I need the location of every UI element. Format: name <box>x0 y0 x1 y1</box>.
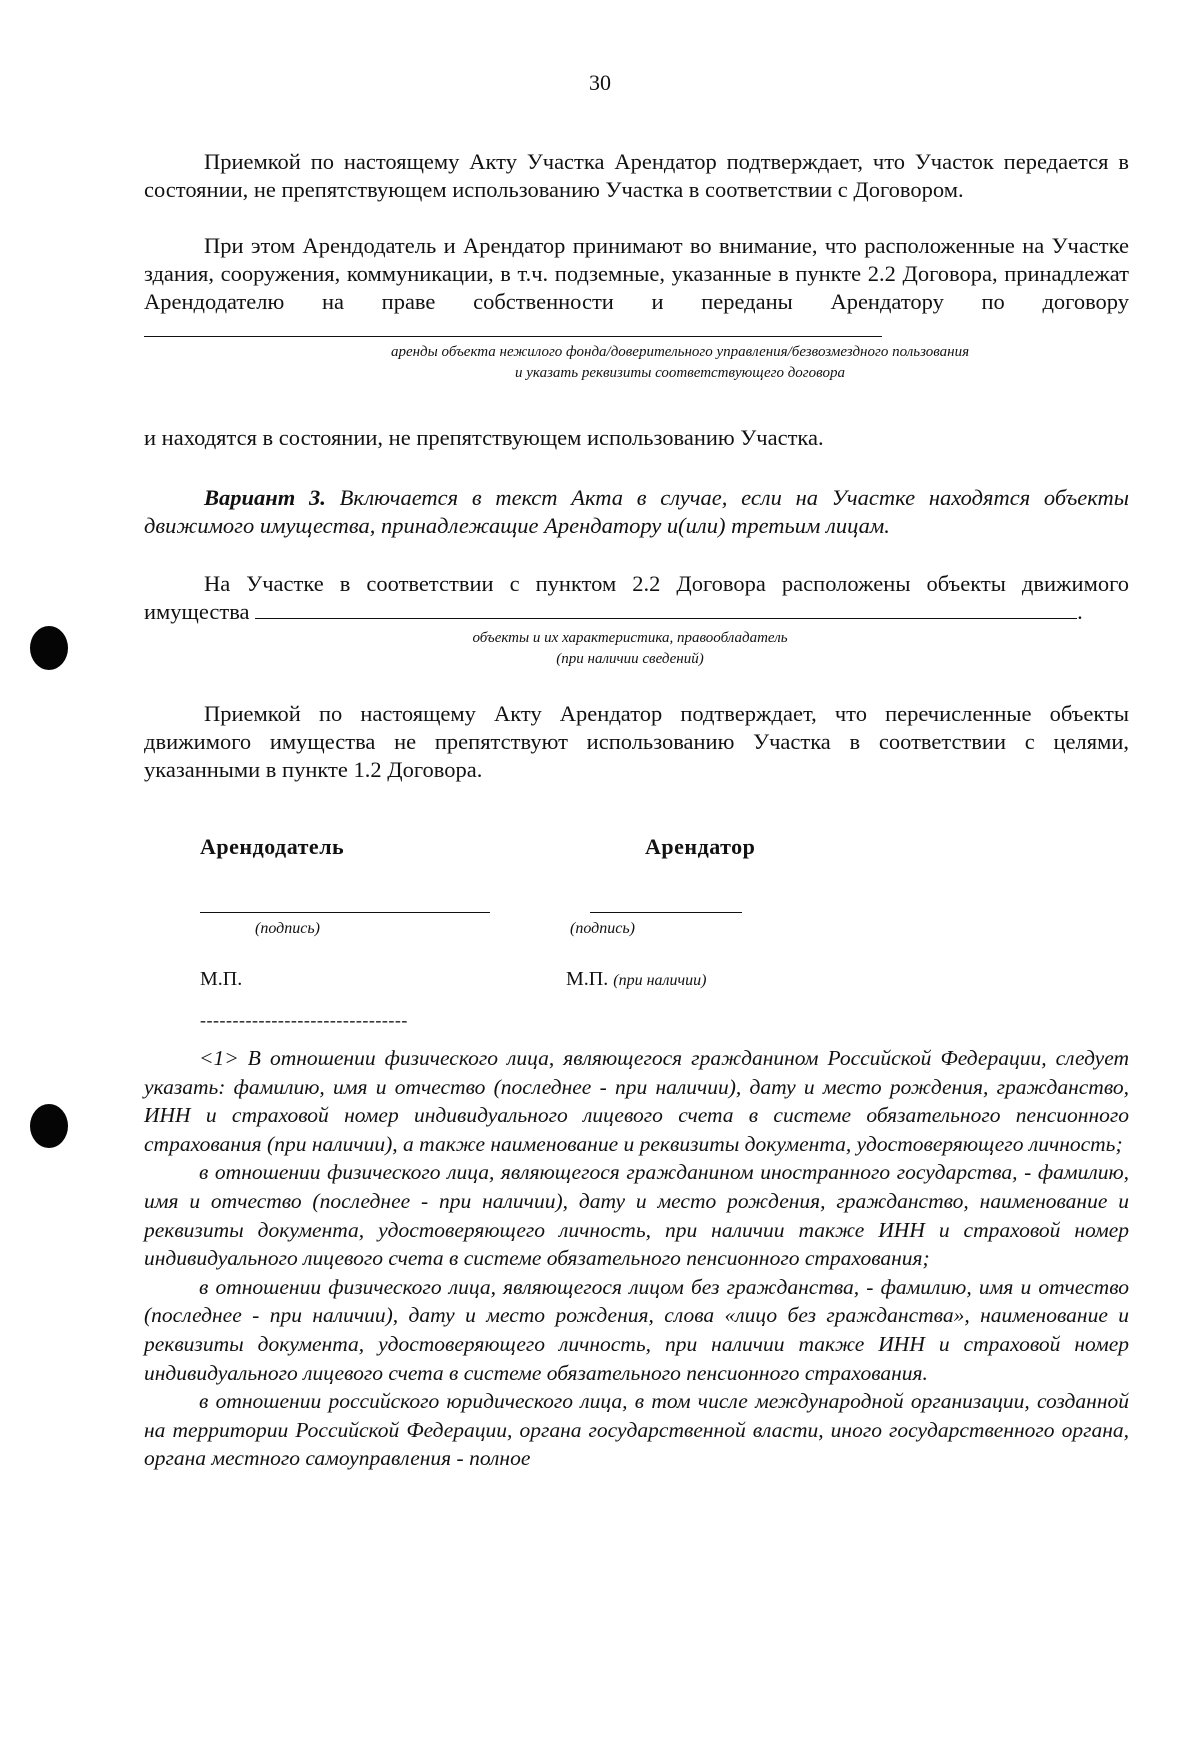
tenant-stamp-note: (при наличии) <box>613 972 707 989</box>
contract-note <box>255 342 1105 384</box>
landlord-signature-caption: (подпись) <box>255 920 320 937</box>
movable-property-end: . <box>1077 599 1083 624</box>
landlord-signature-line <box>200 912 490 913</box>
property-note-line-2: (при наличии сведений) <box>556 651 704 667</box>
contract-note-line-2: и указать реквизиты соответствующего договора <box>515 365 845 381</box>
condition-paragraph: и находятся в состоянии, не препятствующем использованию Участка. <box>144 425 824 450</box>
tenant-stamp <box>566 968 706 991</box>
punch-hole-mark <box>30 626 68 670</box>
variant-text: Включается в текст Акта в случае, если на Участке находятся объекты движимого имущества, принадлежащие Арендатору и(или) третьим лицам. <box>144 485 1130 538</box>
property-fill-line <box>255 600 1077 619</box>
footnote-citizen-rf: <1> В отношении физического лица, являющегося гражданином Российской Федерации, следует указать: фамилию, имя и отчество (последнее - при наличии), дату и место рождения, гражданство, ИНН и страховой номер индивидуального лицевого счета в системе обязательного пенсионного страхования (при наличии), а также наименование и реквизиты документа, удостоверяющего личность; <box>144 1046 1129 1156</box>
footnote-russian-legal-entity: в отношении российского юридического лица, в том числе международной организации, созданной на территории Российской Федерации, органа государственной власти, иного государственного органа, органа местного самоуправления - полное <box>144 1389 1129 1471</box>
footnote-foreign-citizen: в отношении физического лица, являющегося гражданином иностранного государства, - фамилию, имя и отчество (последнее - при наличии), дату и место рождения, гражданство, наименование и реквизиты документа, удостоверяющего личность, при наличии также ИНН и страховой номер индивидуального лицевого счета в системе обязательного пенсионного страхования; <box>144 1160 1129 1271</box>
tenant-signature-caption: (подпись) <box>570 920 635 937</box>
ownership-text: При этом Арендодатель и Арендатор принимают во внимание, что расположенные на Участке здания, сооружения, коммуникации, в т.ч. подземные, указанные в пункте 2.2 Договора, принадлежат Арендодателю на праве собственности и переданы Арендатору по договору <box>144 233 1129 314</box>
confirmation-paragraph: Приемкой по настоящему Акту Арендатор подтверждает, что перечисленные объекты движимого имущества не препятствуют использованию Участка в соответствии с целями, указанными в пункте 1.2 Договора. <box>144 701 1129 782</box>
tenant-heading: Арендатор <box>645 834 756 859</box>
footnote-separator: -------------------------------- <box>200 1010 408 1030</box>
contract-note-line-1: аренды объекта нежилого фонда/доверительного управления/безвозмездного пользования <box>390 344 970 360</box>
footnotes <box>144 1044 1129 1473</box>
ownership-paragraph <box>144 232 1129 344</box>
page-number: 30 <box>589 70 611 95</box>
punch-hole-mark <box>30 1104 68 1148</box>
landlord-heading: Арендодатель <box>200 834 345 859</box>
movable-property-text: На Участке в соответствии с пунктом 2.2 Договора расположены объекты движимого имущества <box>144 571 1129 624</box>
contract-fill-line <box>144 318 882 337</box>
variant-label: Вариант 3. <box>204 485 326 510</box>
property-note-line-1: объекты и их характеристика, правообладатель <box>472 630 788 646</box>
tenant-stamp-label: М.П. <box>566 968 609 990</box>
property-note <box>330 628 930 670</box>
acceptance-paragraph: Приемкой по настоящему Акту Участка Арендатор подтверждает, что Участок передается в состоянии, не препятствующем использованию Участка в соответствии с Договором. <box>144 149 1129 202</box>
footnote-stateless-person: в отношении физического лица, являющегося лицом без гражданства, - фамилию, имя и отчество (последнее - при наличии), дату и место рождения, слова «лицо без гражданства», наименование и реквизиты документа, удостоверяющего личность, при наличии также ИНН и страховой номер индивидуального лицевого счета в системе обязательного пенсионного страхования. <box>144 1274 1129 1385</box>
movable-property-paragraph <box>144 570 1129 626</box>
tenant-signature-line <box>590 912 742 913</box>
variant-3-paragraph <box>144 484 1129 540</box>
landlord-stamp-label: М.П. <box>200 968 243 990</box>
